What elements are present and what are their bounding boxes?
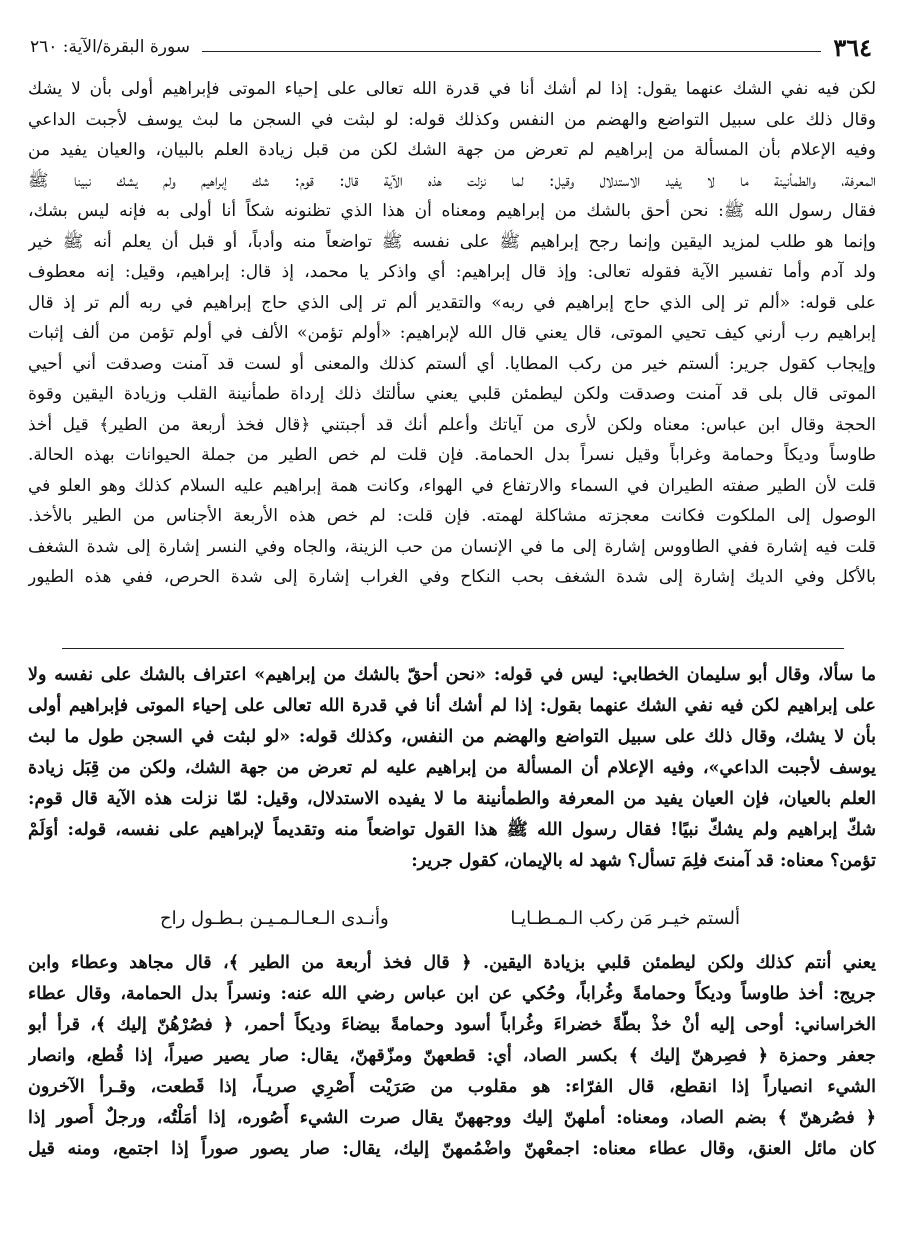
text-line: طاوساً وديكاً وحمامة وغراباً وقيل نسراً بدل الحمامة. فإن قلت لم خص الطير من جملة الحيوانات بهذه الحالة.	[28, 445, 876, 465]
commentary-line: الخراساني: أوحى إليه أنْ خذْ بطّةً خضراءَ وغُراباً أسود وحمامةً بيضاءَ وديكاً أحمر، ﴿ فصُرْهُنّ إليك ﴾، قرأ أبو	[28, 1015, 876, 1035]
commentary-line: يوسف لأجبت الداعي»، وفيه الإعلام أن المسألة من إبراهيم عليه لم تعرض من جهة الشك، ولكن من قِبَل زيادة	[28, 758, 876, 778]
commentary-line: جعفر وحمزة ﴿ فصِرهنّ إليك ﴾ بكسر الصاد، أي: قطعهنّ ومزّقهنّ، يقال: صار يصير صيراً، إذا قُطع، وانصار	[28, 1046, 876, 1066]
page-number: ٣٦٤	[833, 32, 872, 62]
text-line: وقال ذلك على سبيل التواضع والهضم من النفس وكذلك قوله: لو لبثت في السجن ما لبث يوسف لأجبت الداعي	[28, 109, 876, 130]
commentary-line: الشيء انصياراً إذا انقطع، قال الفرّاء: هو مقلوب من صَرَيْت أَصْرِي صريـاً، إذا قَطعت، وقـرأ الآخرون	[28, 1077, 876, 1097]
commentary-line: ﴿ فصُرهنّ ﴾ بضم الصاد، ومعناه: أملهنّ إليك ووجههنّ يقال صرت الشيء أَصُوره، إذا أمَلْتُه، ورجلٌ أُصور إذا	[28, 1108, 876, 1128]
main-text	[28, 74, 876, 593]
commentary-line: شكّ إبراهيم ولم يشكّ نبيًا! فقال رسول الله ﷺ هذا القول تواضعاً منه وتقديماً لإبراهيم على نفسه، قوله: أوَلَمْ	[28, 820, 876, 840]
commentary-line: على إبراهيم لكن فيه نفي الشك عنهما بقول: إذا لم أشك أنا في قدرة الله تعالى على إحياء الموتى فإبراهيم أولى	[28, 696, 876, 716]
commentary-line: كان مائل العنق، وقال عطاء معناه: اجمعْهنّ واضْمُمهنّ إليك، يقال: صار يصور صوراً إذا اجتمع، ومنه قيل	[28, 1139, 876, 1159]
text-line: إبراهيم رب أرني كيف تحيي الموتى، قال يعني قال الله لإبراهيم: «أولم تؤمن» الألف في أولم تؤمن من ألف إثبات	[28, 323, 876, 343]
commentary-line: يعني أنتم كذلك ولكن ليطمئن قلبي بزيادة اليقين. ﴿ قال فخذ أربعة من الطير ﴾، قال مجاهد وعطاء وابن	[28, 953, 876, 973]
text-line: الوصول إلى الملكوت فكانت معجزته مشاكلة لهمته. فإن قلت: لم خص هذه الأربعة الأجناس من الطير بالأخذ.	[28, 506, 876, 526]
text-line: على قوله: «ألم تر إلى الذي حاج إبراهيم في ربه» والتقدير ألم تر إلى الذي حاج إبراهيم في ربه ألم تر إذ قال	[28, 292, 876, 313]
text-line: فقال رسول الله ﷺ: نحن أحق بالشك من إبراهيم ومعناه أن هذا الذي تظنونه شكاً أنا أولى به فإنه ليس بشك،	[28, 201, 876, 221]
poem-hemistich-second: وأنـدى الـعـالـمـيـن بـطـول راح	[160, 908, 389, 929]
text-line: وفيه الإعلام بأن المسألة من إبراهيم لم تعرض من جهة الشك لكن من قبل زيادة العلم بالبيان، والعيان يفيد من	[28, 140, 876, 160]
text-line: قلت لأن الطير صفته الطيران في السماء والارتفاع في الهواء، وكانت همة إبراهيم عليه السلام كذلك وهو العلو في	[28, 475, 876, 496]
commentary-line: العلم بالعيان، فإن العيان يفيد من المعرفة والطمأنينة ما لا يفيده الاستدلال، وقيل: لمّا نزلت هذه الآية قال قوم:	[28, 789, 876, 809]
text-line: قلت فيه إشارة ففي الطاووس إشارة إلى ما في الإنسان من حب الزينة، والجاه وفي النسر إشارة إلى شدة الشغف	[28, 536, 876, 557]
text-line: وإيجاب كقول جرير: ألستم خير من ركب المطايا. أي ألستم كذلك والمعنى أو لست قد آمنت وصدقت أني أحيي	[28, 353, 876, 374]
text-line: لكن فيه نفي الشك عنهما يقول: إذا لم أشك أنا في قدرة الله تعالى على إحياء الموتى فإبراهيم أولى بأن لا يشك	[28, 79, 876, 99]
commentary-line: جريج: أخذ طاوساً وديكاً وحمامةً وغُراباً، وحُكي عن ابن عباس رضي الله عنه: ونسراً بدل الحمامة، وقال عطاء	[28, 984, 876, 1004]
header-rule	[202, 51, 821, 52]
text-line: الحجة وقال ابن عباس: معناه ولكن لأرى من آياتك وأعلم أنك قد أجبتني ﴿قال فخذ أربعة من الطير﴾ قيل أخذ	[28, 414, 876, 435]
poem-hemistich-first: ألستم خيـر مَن ركب الـمـطـايـا	[510, 908, 740, 929]
commentary-line: بأن لا يشك، وقال ذلك على سبيل التواضع والهضم من النفس، وكذلك قوله: «لو لبثت في السجن طول ما لبث	[28, 727, 876, 747]
text-line: الموتى قال بلى قد آمنت وصدقت ولكن ليطمئن قلبي يعني سألتك ذلك إرداة طمأنينة القلب وزيادة اليقين وقوة	[28, 384, 876, 404]
text-line: وإنما هو طلب لمزيد اليقين وإنما رجح إبراهيم ﷺ على نفسه ﷺ تواضعاً منه وأدباً، أو قبل أن يعلم أنه ﷺ خير	[28, 231, 876, 252]
text-line: ولد آدم وأما تفسير الآية فقوله تعالى: وإذ قال إبراهيم: أي واذكر يا محمد، إذ قال: إبراهيم، وقيل: إنه معطوف	[28, 262, 876, 282]
poem-verse	[160, 903, 740, 935]
page-header	[30, 30, 872, 64]
text-line: بالأكل وفي الديك إشارة إلى شدة الشغف بحب النكاح وفي الغراب إشارة إلى شدة الحرص، ففي هذه الطيور	[28, 567, 876, 587]
commentary-line: تؤمن؟ معناه: قد آمنتَ فلِمَ تسأل؟ شهد له بالإيمان، كقول جرير:	[411, 851, 876, 871]
section-divider	[62, 648, 844, 649]
commentary-text	[28, 660, 876, 877]
commentary-text-continued	[28, 948, 876, 1165]
commentary-line: ما سألا، وقال أبو سليمان الخطابي: ليس في قوله: «نحن أحقّ بالشك من إبراهيم» اعتراف بالشك على نفسه ولا	[28, 665, 876, 685]
text-line: المعرفة، والطمأنينة ما لا يفيد الاستدلال وقيل: لما نزلت هذه الآية قال: قوم: شك إبراهيم ولم يشك نبينا ﷺ	[28, 170, 876, 191]
surah-reference: سورة البقرة/الآية: ٢٦٠	[30, 37, 190, 57]
